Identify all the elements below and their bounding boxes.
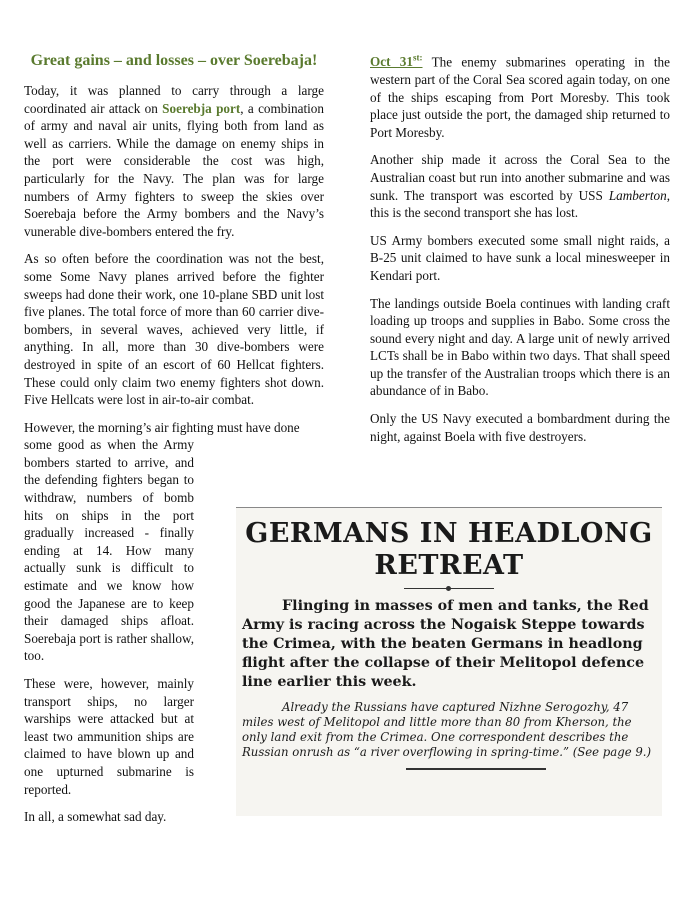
paragraph-intro	[24, 82, 324, 240]
paragraph-coral-sea	[370, 151, 670, 221]
newspaper-clipping	[236, 507, 662, 816]
paragraph-landings: The landings outside Boela continues with landing craft loading up troops and supplies in Babo. Some cross the sound every night and day. A large unit of newly arrived LCTs shall be in Babo within two days. That shall speed up the transfer of the Australian troops which there is an abundance of in Babo.	[370, 295, 670, 399]
date-label	[370, 54, 423, 69]
paragraph-submarines	[370, 50, 670, 141]
paragraph-night-raids: US Army bombers executed some small night raids, a B-25 unit claimed to have sunk a local minesweeper in Kendari port.	[370, 232, 670, 283]
paragraph-conclusion: In all, a somewhat sad day.	[24, 809, 167, 825]
coral-sea-text-start: Another ship made it across the Coral Sea to the Australian coast but run into another submarine and was sunk. The transport was escorted by USS	[370, 152, 670, 203]
intro-text-end: , a combination of army and naval air units, flying both from land as well as carriers. While the damage on enemy ships in the port were considerable the cost was high, particularly for the Navy. The plan was for large numbers of Army fighters to sweep the skies over Soerebaja before the Army bombers and the Navy’s vunerable dive-bombers entered the fry.	[24, 100, 324, 239]
paragraph-bombardment: Only the US Navy executed a bombardment during the night, against Boela with five destroyers.	[370, 411, 670, 444]
clipping-body	[236, 692, 662, 760]
clipping-end-rule	[406, 768, 546, 770]
headline-line-2: RETREAT	[374, 550, 524, 581]
headline-line-1: GERMANS IN HEADLONG	[245, 518, 653, 549]
article-title: Great gains – and losses – over Soerebaja!	[30, 52, 318, 69]
date-text: Oct 31	[370, 54, 413, 70]
clipping-lead	[236, 597, 662, 692]
ornament-divider	[404, 588, 494, 589]
clipping-body-text: Already the Russians have captured Nizhne Serogozhy, 47 miles west of Melitopol and little more than 80 from Kherson, the only land exit from the Crimea. One correspondent describes the Russian onrush as “a river overflowing in spring-time.” (See page 9.)	[242, 700, 652, 759]
port-highlight: Soerebja port	[162, 100, 241, 116]
right-column	[370, 50, 670, 455]
submarines-text: The enemy submarines operating in the western part of the Coral Sea scored again today, on one of the ships escaping from Port Moresby. This took place just outside the port, the damaged ship returned to Port Moresby.	[370, 54, 670, 140]
clipping-headline	[236, 518, 662, 582]
coral-sea-text-end: , this is the second transport she has lost.	[370, 187, 670, 221]
paragraph-transport: These were, however, mainly transport ships, no larger warships were attacked but at least two ammunition ships are claimed to have blown up and one upturned submarine is reported.	[24, 676, 194, 797]
ship-name: Lamberton	[608, 187, 667, 203]
morning-rest: some good as when the Army bombers started to arrive, and the defending fighters began to withdraw, numbers of bomb hits on ships in the port gradually increased - finally ending at 14. How many actually sunk is difficult to estimate and we know how good the Japanese are to keep their damaged ships afloat. Soerebaja port is rather shallow, too.	[24, 437, 194, 664]
paragraph-coordination: As so often before the coordination was not the best, some Some Navy planes arrived before the fighter sweeps had done their work, one 10-plane SBD unit lost five planes. The total force of more than 60 carrier dive-bombers, in several waves, achieved very little, if anything. In all, more than 30 dive-bombers were destroyed in spite of an escort of 60 Hellcat fighters. These could only claim two enemy fighters shot down. Five Hellcats were lost in air-to-air combat.	[24, 251, 324, 408]
clipping-lead-text: Flinging in masses of men and tanks, the Red Army is racing across the Nogaisk Steppe towards the Crimea, with the beaten Germans in headlong flight after the collapse of their Melitopol defence line earlier this week.	[242, 598, 649, 690]
morning-lead-line: However, the morning’s air fighting must have done	[24, 419, 300, 435]
intro-text-start: Today, it was planned to carry through a large coordinated air attack on	[24, 83, 324, 116]
date-suffix: st:	[413, 53, 423, 63]
